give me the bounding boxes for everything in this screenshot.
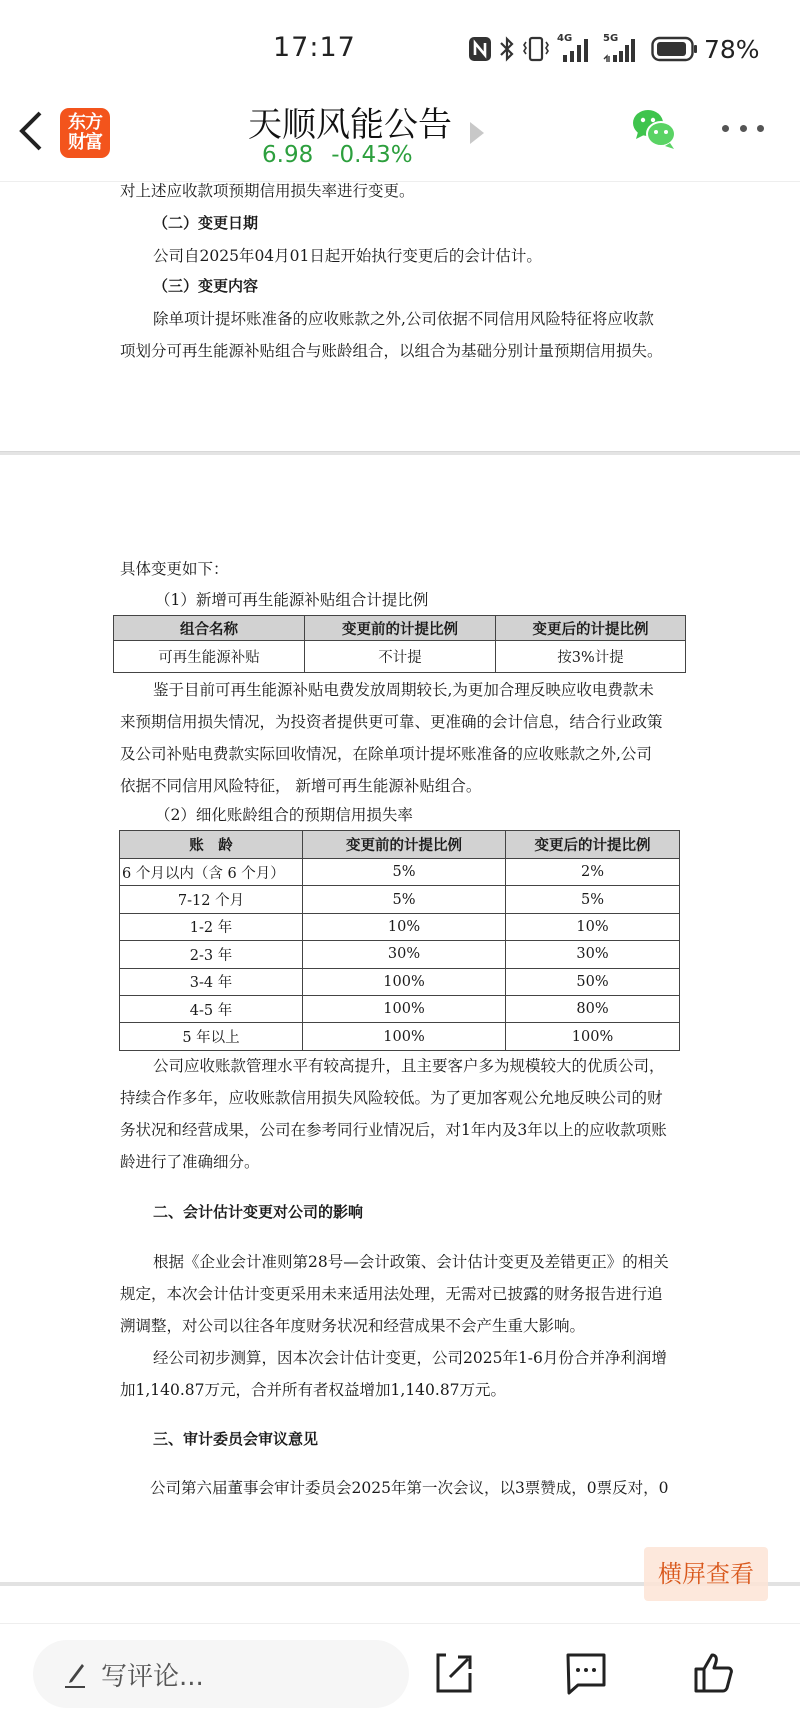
table-cell: 100%: [303, 968, 506, 995]
paragraph-line: 根据《企业会计准则第28号—会计政策、会计估计变更及差错更正》的相关: [153, 1253, 669, 1271]
document-viewer[interactable]: [0, 182, 800, 1572]
section-heading-date: （二）变更日期: [153, 214, 259, 232]
table-row: [120, 886, 680, 913]
more-dot: [740, 125, 747, 132]
table-header: 变更后的计提比例: [496, 616, 686, 641]
paragraph-line: 溯调整，对公司以往各年度财务状况和经营成果不会产生重大影响。: [120, 1317, 586, 1335]
status-icons: [468, 34, 760, 64]
paragraph-line: 经公司初步测算，因本次会计估计变更，公司2025年1-6月份合并净利润增: [153, 1349, 667, 1367]
page-separator: [0, 451, 800, 455]
signal-4g-icon: [557, 35, 585, 63]
logo-text-1: 东方: [68, 112, 102, 133]
stock-price: 6.98: [262, 142, 314, 168]
paragraph-line: 加1,140.87万元，合并所有者权益增加1,140.87万元。: [120, 1381, 507, 1399]
network-type-1: 4G: [557, 33, 573, 44]
table-cell: 5 年以上: [120, 1023, 303, 1050]
stock-quote[interactable]: [262, 142, 431, 168]
section-heading-content: （三）变更内容: [153, 277, 259, 295]
more-dot: [757, 125, 764, 132]
signal-5g-icon: [603, 35, 631, 63]
page-title: 天顺风能公告: [248, 105, 452, 145]
chevron-left-icon: [14, 109, 48, 153]
stock-change: -0.43%: [331, 142, 413, 168]
paragraph-line: 龄进行了准确细分。: [120, 1153, 260, 1171]
paragraph-line: 依据不同信用风险特征， 新增可再生能源补贴组合。: [120, 777, 482, 795]
table-row: [120, 941, 680, 968]
table-caption: （1）新增可再生能源补贴组合计提比例: [155, 591, 429, 609]
comments-button[interactable]: [564, 1651, 608, 1695]
wechat-share-button[interactable]: [630, 107, 678, 151]
table-cell: 80%: [506, 995, 680, 1022]
table-cell: 6 个月以内（含 6 个月）: [120, 859, 303, 886]
table-cell: 10%: [506, 913, 680, 940]
table-cell: 100%: [303, 1023, 506, 1050]
logo-text-2: 财富: [68, 132, 102, 153]
table-cell: 7-12 个月: [120, 886, 303, 913]
section-heading-audit: 三、审计委员会审议意见: [153, 1430, 319, 1448]
table-cell: 1-2 年: [120, 913, 303, 940]
landscape-view-button[interactable]: 横屏查看: [644, 1547, 768, 1601]
thumbs-up-icon: [692, 1651, 736, 1695]
more-button[interactable]: [722, 123, 764, 135]
app-logo[interactable]: [60, 108, 110, 158]
paragraph-line: 务状况和经营成果，公司在参考同行业情况后，对1年内及3年以上的应收款项账: [120, 1121, 667, 1139]
pencil-icon: [63, 1658, 87, 1690]
table-header: 变更前的计提比例: [303, 831, 506, 859]
paragraph-line: 公司应收账款管理水平有较高提升，且主要客户多为规模较大的优质公司，: [153, 1057, 665, 1075]
paragraph-line: 除单项计提坏账准备的应收账款之外,公司依据不同信用风险特征将应收款: [153, 310, 654, 328]
section-heading-impact: 二、会计估计变更对公司的影响: [153, 1203, 364, 1221]
table-caption: （2）细化账龄组合的预期信用损失率: [155, 806, 413, 824]
table-cell: 100%: [303, 995, 506, 1022]
paragraph-line: 具体变更如下：: [120, 560, 229, 578]
table-header: 变更后的计提比例: [506, 831, 680, 859]
table-cell: 按3%计提: [496, 641, 686, 673]
wechat-icon: [630, 107, 678, 151]
comment-bubble-icon: [564, 1651, 608, 1695]
table-cell: 30%: [506, 941, 680, 968]
paragraph-line: 来预期信用损失情况，为投资者提供更可靠、更准确的会计信息，结合行业政策: [120, 713, 663, 731]
table-cell: 10%: [303, 913, 506, 940]
nfc-icon: [468, 36, 492, 62]
table-cell: 30%: [303, 941, 506, 968]
table-row: [120, 913, 680, 940]
network-type-2: 5G: [603, 33, 619, 44]
table-cell: 2-3 年: [120, 941, 303, 968]
more-dots-icon: [722, 125, 729, 132]
battery-icon: [651, 36, 699, 62]
table-cell: 不计提: [305, 641, 496, 673]
paragraph-line: 规定，本次会计估计变更采用未来适用法处理，无需对已披露的财务报告进行追: [120, 1285, 663, 1303]
table-cell: 可再生能源补贴: [114, 641, 305, 673]
status-bar: [0, 0, 800, 95]
share-button[interactable]: [432, 1651, 476, 1695]
table-row: [120, 995, 680, 1022]
paragraph-line: 项划分可再生能源补贴组合与账龄组合，以组合为基础分别计量预期信用损失。: [120, 342, 663, 360]
comment-input[interactable]: [33, 1640, 409, 1708]
table-cell: 5%: [506, 886, 680, 913]
app-header: [0, 95, 800, 182]
like-button[interactable]: [692, 1651, 736, 1695]
table-row: [120, 1023, 680, 1050]
status-time: 17:17: [273, 32, 356, 63]
table-header: 变更前的计提比例: [305, 616, 496, 641]
table-row: [120, 968, 680, 995]
paragraph-line: 鉴于目前可再生能源补贴电费发放周期较长,为更加合理反映应收电费款未: [153, 681, 654, 699]
table-cell: 50%: [506, 968, 680, 995]
vibrate-icon: [522, 36, 550, 62]
table-row: [120, 859, 680, 886]
play-arrow-icon[interactable]: [470, 122, 484, 144]
table-aging-rates: [119, 830, 680, 1051]
paragraph-line: 公司自2025年04月01日起开始执行变更后的会计估计。: [153, 247, 542, 265]
back-button[interactable]: [14, 109, 48, 153]
table-header: 账 龄: [120, 831, 303, 859]
comment-placeholder: 写评论...: [101, 1661, 204, 1692]
table-cell: 2%: [506, 859, 680, 886]
paragraph-line: 公司第六届董事会审计委员会2025年第一次会议，以3票赞成，0票反对，0: [150, 1479, 669, 1497]
paragraph-line: 对上述应收款项预期信用损失率进行变更。: [120, 182, 415, 200]
bottom-action-bar: [0, 1624, 800, 1722]
table-cell: 3-4 年: [120, 968, 303, 995]
bluetooth-icon: [499, 36, 515, 62]
table-row: [114, 641, 686, 673]
table-cell: 5%: [303, 886, 506, 913]
table-cell: 100%: [506, 1023, 680, 1050]
table-renewable-subsidy: [113, 615, 686, 673]
paragraph-line: 及公司补贴电费款实际回收情况，在除单项计提坏账准备的应收账款之外,公司: [120, 745, 652, 763]
table-header: 组合名称: [114, 616, 305, 641]
table-cell: 5%: [303, 859, 506, 886]
paragraph-line: 持续合作多年，应收账款信用损失风险较低。为了更加客观公允地反映公司的财: [120, 1089, 663, 1107]
battery-percent: 78%: [704, 34, 760, 64]
share-icon: [432, 1651, 476, 1695]
table-cell: 4-5 年: [120, 995, 303, 1022]
